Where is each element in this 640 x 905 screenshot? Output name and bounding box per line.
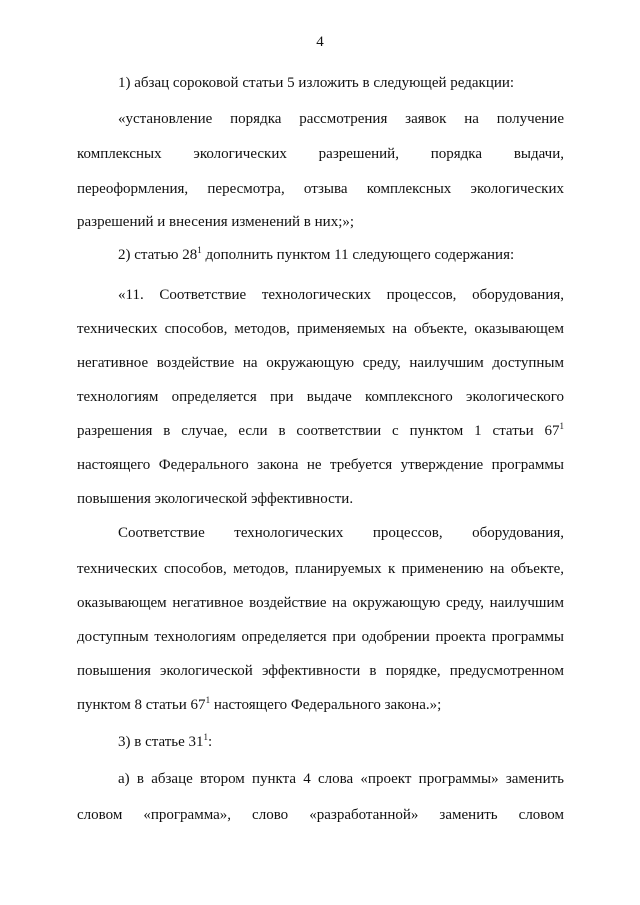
text-line: словом «программа», слово «разработанной» заменить словом [77,807,564,823]
text-line: негативное воздействие на окружающую среду, наилучшим доступным [77,355,564,371]
text-line: технических способов, методов, планируемых к применению на объекте, [77,561,564,577]
page-number: 4 [316,34,324,50]
text-line: разрешений и внесения изменений в них;»; [77,214,355,230]
text-line: оказывающем негативное воздействие на окружающую среду, наилучшим [77,595,564,611]
text-line [118,246,564,264]
text-line: повышения экологической эффективности. [77,491,354,507]
superscript: 1 [559,421,564,431]
text-line: повышения экологической эффективности в порядке, предусмотренном [77,663,564,679]
text-line [77,422,564,440]
text-line: комплексных экологических разрешений, порядка выдачи, [77,146,564,162]
text-line: «установление порядка рассмотрения заявок на получение [118,111,564,127]
text-line: технических способов, методов, применяемых на объекте, оказывающем [77,321,564,337]
text-fragment: : [208,734,213,750]
superscript: 1 [205,695,211,705]
text-line: Соответствие технологических процессов, оборудования, [118,525,564,541]
text-line [118,733,564,751]
text-line: технологиям определяется при выдаче комплексного экологического [77,389,564,405]
text-line: 1) абзац сороковой статьи 5 изложить в следующей редакции: [118,75,515,91]
text-fragment: настоящего Федерального закона.»; [210,697,442,713]
superscript: 1 [197,245,202,255]
text-line [77,696,564,714]
text-fragment: пунктом 8 статьи 67 [77,697,206,713]
text-line: доступным технологиям определяется при одобрении проекта программы [77,629,564,645]
text-line: «11. Соответствие технологических процессов, оборудования, [118,287,564,303]
text-fragment: дополнить пунктом 11 следующего содержания: [201,247,515,263]
superscript: 1 [203,732,209,742]
text-fragment: 3) в статье 31 [118,734,204,750]
text-line: а) в абзаце втором пункта 4 слова «проект программы» заменить [118,771,564,787]
text-line: настоящего Федерального закона не требуется утверждение программы [77,457,564,473]
text-fragment: 2) статью 28 [118,247,198,263]
text-fragment: разрешения в случае, если в соответствии с пунктом 1 статьи 67 [77,423,560,439]
text-line: переоформления, пересмотра, отзыва комплексных экологических [77,181,564,197]
